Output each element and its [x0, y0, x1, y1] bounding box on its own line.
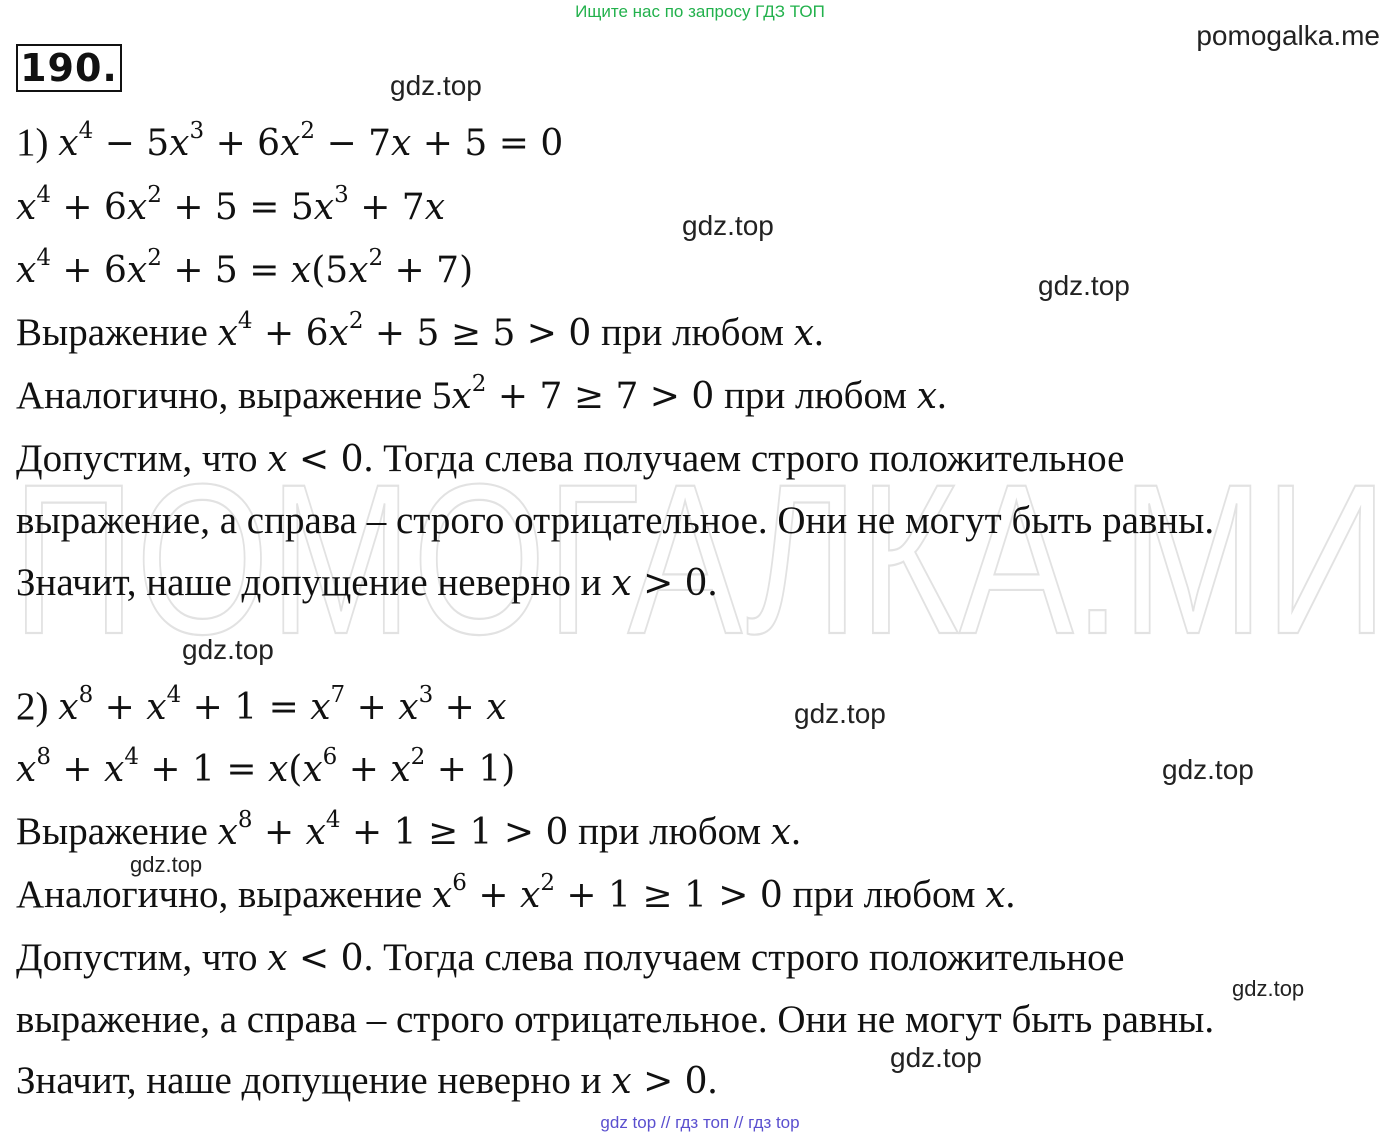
task-number: 190. [16, 44, 122, 92]
part1-assumption: Допустим, что x < 0. Тогда слева получаем строго положительное [16, 437, 1125, 480]
part2-label: 2) [16, 685, 59, 728]
part1-step-1: $x^4 + 6x^2 + 5 = 5x^3 + 7x$ [16, 182, 446, 228]
part2-contradiction: выражение, а справа – строго отрицательное. Они не могут быть равны. [16, 998, 1215, 1041]
site-name: pomogalka.me [1196, 20, 1380, 51]
part1-equation: 1) $x^4 - 5x^3 + 6x^2 - 7x + 5 = 0$ [16, 118, 564, 164]
part2-assumption: Допустим, что x < 0. Тогда слева получаем строго положительное [16, 936, 1125, 979]
watermark-gdz: gdz.top [1162, 754, 1254, 785]
watermark-gdz: gdz.top [182, 634, 274, 665]
watermark-gdz: gdz.top [1038, 270, 1130, 301]
footer-watermark: gdz top // гдз топ // гдз top [600, 1113, 800, 1132]
watermark-gdz: gdz.top [794, 698, 886, 729]
background-watermark-text: ПОМОГАЛКА.МИ [12, 448, 1388, 668]
watermark-gdz: gdz.top [390, 70, 482, 101]
part2-step-1: $x^8 + x^4 + 1 = x(x^6 + x^2 + 1)$ [16, 744, 516, 790]
watermark-gdz: gdz.top [1232, 976, 1305, 1001]
part1-label: 1) [16, 121, 59, 164]
watermark-gdz: gdz.top [130, 852, 203, 877]
part1-conclusion: Значит, наше допущение неверно и x > 0. [16, 561, 718, 604]
part1-expression-1: Выражение $x^4 + 6x^2 + 5 \ge 5 > 0$ при любом x. [16, 308, 824, 354]
part2-expression-1: Выражение $x^8 + x^4 + 1 \ge 1 > 0$ при любом x. [16, 807, 801, 853]
part1-contradiction: выражение, а справа – строго отрицательное. Они не могут быть равны. [16, 499, 1215, 542]
part2-equation: 2) $x^8 + x^4 + 1 = x^7 + x^3 + x$ [16, 682, 507, 728]
watermark-gdz: gdz.top [682, 210, 774, 241]
part1-expression-2: Аналогично, выражение $5x^2 + 7 \ge 7 > 0$ при любом x. [16, 371, 947, 417]
part1-step-2: $x^4 + 6x^2 + 5 = x(5x^2 + 7)$ [16, 245, 474, 291]
watermark-gdz: gdz.top [890, 1042, 982, 1073]
part2-expression-2: Аналогично, выражение $x^6 + x^2 + 1 \ge 1 > 0$ при любом x. [16, 870, 1016, 916]
part2-conclusion: Значит, наше допущение неверно и x > 0. [16, 1059, 718, 1102]
top-banner: Ищите нас по запросу ГДЗ ТОП [575, 2, 825, 21]
